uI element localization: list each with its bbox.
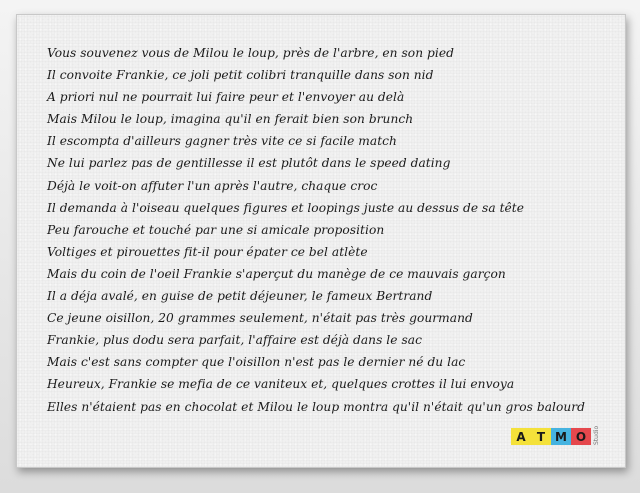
logo-tile-m: M [551, 428, 571, 445]
poem-line: Il demanda à l'oiseau quelques figures et loopings juste au dessus de sa tête [47, 200, 525, 215]
logo-subtitle: Studio [593, 425, 600, 445]
poem-card [16, 14, 626, 468]
poem-line: Ne lui parlez pas de gentillesse il est plutôt dans le speed dating [47, 156, 451, 171]
poem-line: Déjà le voit-on affuter l'un après l'autre, chaque croc [47, 178, 378, 193]
poem-text [47, 42, 617, 418]
poem-line: Ce jeune oisillon, 20 grammes seulement, n'était pas très gourmand [47, 311, 473, 326]
poem-line: A priori nul ne pourrait lui faire peur et l'envoyer au delà [47, 90, 405, 105]
poem-line: Heureux, Frankie se mefia de ce vaniteux et, quelques crottes il lui envoya [47, 377, 515, 392]
poem-line: Mais Milou le loup, imagina qu'il en ferait bien son brunch [47, 112, 414, 127]
logo-tile-a: A [511, 428, 531, 445]
poem-line: Peu farouche et touché par une si amicale proposition [47, 222, 385, 237]
logo-tile-o: O [571, 428, 591, 445]
poem-line: Frankie, plus dodu sera parfait, l'affaire est déjà dans le sac [47, 333, 422, 348]
poem-line: Il convoite Frankie, ce joli petit colibri tranquille dans son nid [47, 68, 434, 83]
logo-tile-t: T [531, 428, 551, 445]
poem-line: Il escompta d'ailleurs gagner très vite ce si facile match [47, 134, 397, 149]
poem-line: Voltiges et pirouettes fit-il pour épater ce bel atlète [47, 244, 368, 259]
poem-line: Mais c'est sans compter que l'oisillon n'est pas le dernier né du lac [47, 355, 466, 370]
poem-line: Elles n'étaient pas en chocolat et Milou le loup montra qu'il n'était qu'un gros balourd [47, 399, 586, 414]
poem-line: Vous souvenez vous de Milou le loup, près de l'arbre, en son pied [47, 46, 454, 60]
poem-line: Mais du coin de l'oeil Frankie s'aperçut du manège de ce mauvais garçon [47, 266, 506, 281]
atmo-studio-logo [511, 423, 600, 445]
poem-line: Il a déja avalé, en guise de petit déjeuner, le fameux Bertrand [47, 289, 433, 304]
